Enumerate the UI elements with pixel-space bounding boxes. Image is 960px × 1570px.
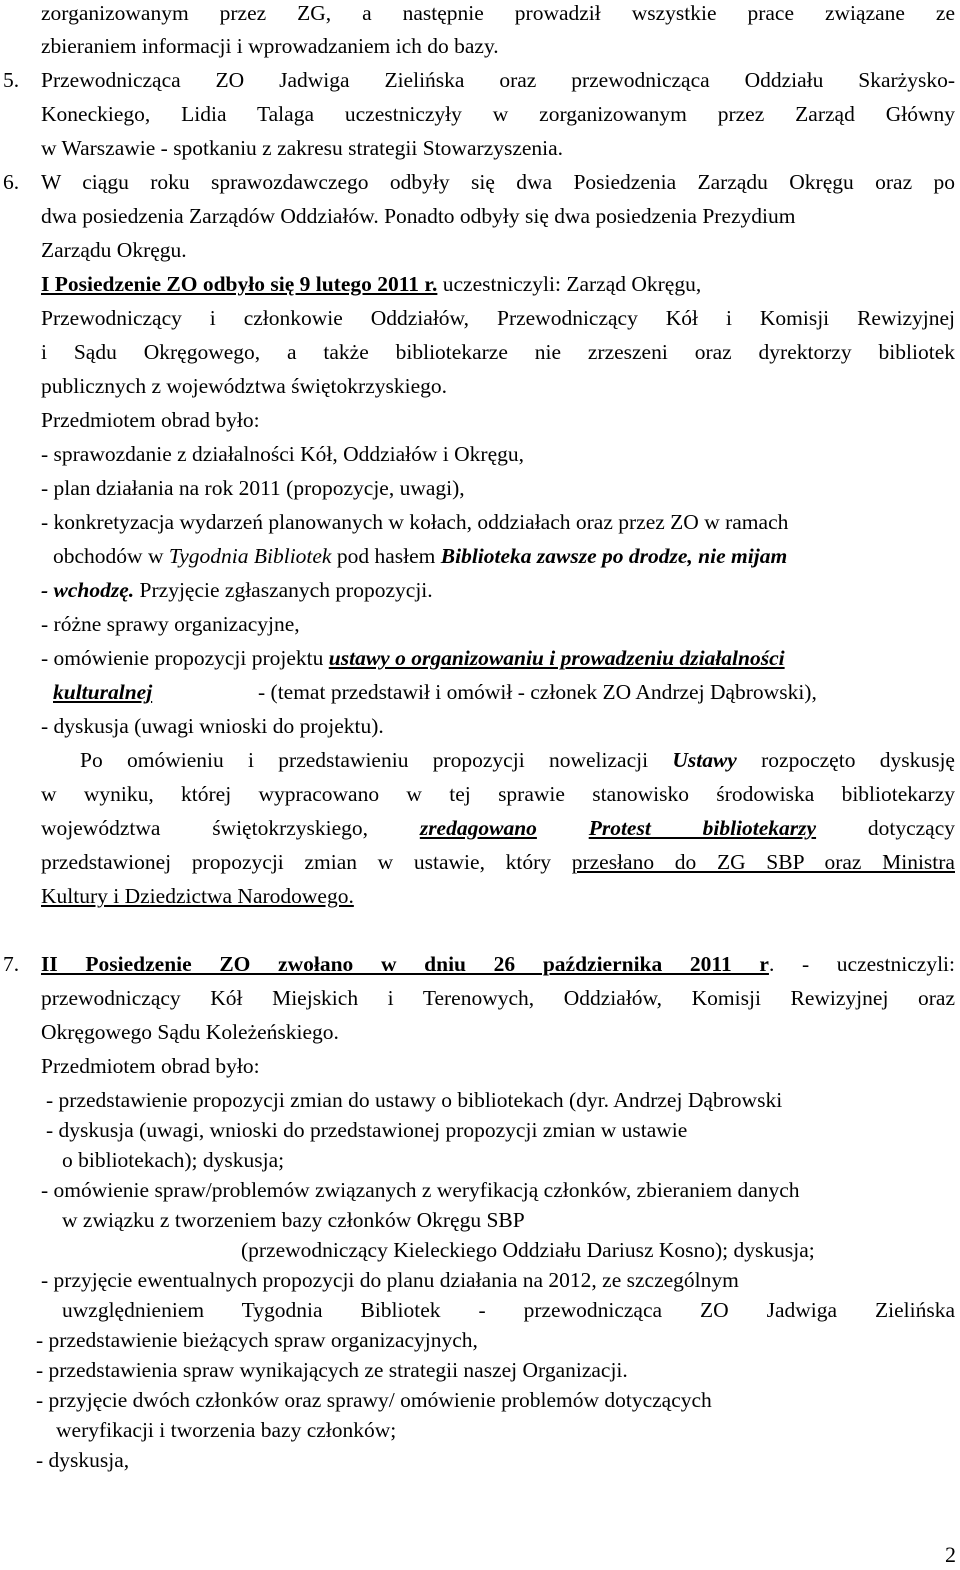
text-run: Po omówieniu i przedstawieniu propozycji nowelizacji <box>80 748 673 772</box>
paragraph-line: publicznych z województwa świętokrzyskiego. <box>41 374 447 398</box>
agenda-item-continued: weryfikacji i tworzenia bazy członków; <box>56 1418 397 1442</box>
text-run: pod hasłem <box>331 544 441 568</box>
agenda-item: - przedstawienie bieżących spraw organizacyjnych, <box>36 1328 478 1352</box>
agenda-item: - omówienie spraw/problemów związanych z weryfikacją członków, zbieraniem danych <box>41 1178 800 1202</box>
agenda-item: - przedstawienia spraw wynikających ze strategii naszej Organizacji. <box>36 1358 628 1382</box>
week-of-libraries: Tygodnia Bibliotek <box>168 544 332 568</box>
agenda-item-continued <box>53 546 787 568</box>
agenda-item: - sprawozdanie z działalności Kół, Oddziałów i Okręgu, <box>41 442 524 466</box>
paragraph-line: Przewodnicząca ZO Jadwiga Zielińska oraz przewodnicząca Oddziału Skarżysko- <box>41 68 955 92</box>
agenda-item <box>41 648 785 670</box>
agenda-item-continued: (przewodniczący Kieleckiego Oddziału Dariusz Kosno); dyskusja; <box>241 1238 815 1262</box>
paragraph-line: przewodniczący Kół Miejskich i Terenowych, Oddziałów, Komisji Rewizyjnej oraz <box>41 986 955 1010</box>
paragraph-line: Przewodniczący i członkowie Oddziałów, Przewodniczący Kół i Komisji Rewizyjnej <box>41 306 955 330</box>
agenda-item: - konkretyzacja wydarzeń planowanych w kołach, oddziałach oraz przez ZO w ramach <box>41 510 789 534</box>
recipients-end: Kultury i Dziedzictwa Narodowego. <box>41 884 354 908</box>
campaign-slogan: Biblioteka zawsze po drodze, nie mijam <box>440 544 788 568</box>
agenda-item: - przedstawienie propozycji zmian do ustawy o bibliotekach (dyr. Andrzej Dąbrowski <box>46 1088 783 1112</box>
agenda-item: - przyjęcie dwóch członków oraz sprawy/ omówienie problemów dotyczących <box>36 1388 712 1412</box>
agenda-label: Przedmiotem obrad było: <box>41 408 260 432</box>
meeting-2-participants: . - uczestniczyli: <box>768 952 955 976</box>
meeting-1-participants: uczestniczyli: Zarząd Okręgu, <box>437 272 702 296</box>
agenda-item-continued: o bibliotekach); dyskusja; <box>62 1148 285 1172</box>
edited-word: zredagowano <box>419 816 537 840</box>
meeting-1-line <box>41 274 701 296</box>
campaign-slogan-end: - wchodzę. <box>41 578 135 602</box>
paragraph-line: Zarządu Okręgu. <box>41 238 187 262</box>
conclusion-line <box>80 750 955 772</box>
text-run: przedstawionej propozycji zmian w ustawie, który <box>41 850 572 874</box>
paragraph-line: w Warszawie - spotkaniu z zakresu strategii Stowarzyszenia. <box>41 136 564 160</box>
agenda-item-continued <box>41 580 433 602</box>
conclusion-line: w wyniku, której wypracowano w tej sprawie stanowisko środowiska bibliotekarzy <box>41 782 955 806</box>
paragraph-line: Okręgowego Sądu Koleżeńskiego. <box>41 1020 339 1044</box>
conclusion-line <box>41 818 955 840</box>
law-word: Ustawy <box>672 748 737 772</box>
text-run: dotyczący <box>816 816 955 840</box>
paragraph-line: zorganizowanym przez ZG, a następnie prowadził wszystkie prace związane ze <box>41 1 955 25</box>
text-run: obchodów w <box>53 544 169 568</box>
agenda-item-continued: - (temat przedstawił i omówił - członek ZO Andrzej Dąbrowski), <box>258 680 817 704</box>
conclusion-line <box>41 852 955 874</box>
agenda-item: - przyjęcie ewentualnych propozycji do planu działania na 2012, ze szczególnym <box>41 1268 739 1292</box>
paragraph-line: W ciągu roku sprawozdawczego odbyły się dwa Posiedzenia Zarządu Okręgu oraz po <box>41 170 955 194</box>
protest-title: Protest bibliotekarzy <box>588 816 817 840</box>
agenda-item: - plan działania na rok 2011 (propozycje, uwagi), <box>41 476 465 500</box>
recipients: przesłano do ZG SBP oraz Ministra <box>571 850 955 874</box>
page-number: 2 <box>945 1542 956 1567</box>
law-project-title-end: kulturalnej <box>53 680 153 704</box>
law-project-title: ustawy o organizowaniu i prowadzeniu działalności <box>328 646 785 670</box>
agenda-item: - dyskusja, <box>36 1448 130 1472</box>
meeting-1-title: I Posiedzenie ZO odbyło się 9 lutego 2011 r. <box>41 272 438 296</box>
text-run: Przyjęcie zgłaszanych propozycji. <box>134 578 433 602</box>
agenda-label: Przedmiotem obrad było: <box>41 1054 260 1078</box>
paragraph-line: dwa posiedzenia Zarządów Oddziałów. Ponadto odbyły się dwa posiedzenia Prezydium <box>41 204 796 228</box>
list-number: 5. <box>3 68 20 92</box>
text-run: województwa świętokrzyskiego, <box>41 816 420 840</box>
meeting-2-line <box>41 954 955 976</box>
agenda-item: - dyskusja (uwagi, wnioski do przedstawionej propozycji zmian w ustawie <box>46 1118 688 1142</box>
text-run: rozpoczęto dyskusję <box>736 748 955 772</box>
list-number: 7. <box>3 952 20 976</box>
agenda-item-continued: uwzględnieniem Tygodnia Bibliotek - przewodnicząca ZO Jadwiga Zielińska <box>62 1298 955 1322</box>
list-number: 6. <box>3 170 20 194</box>
paragraph-line: Koneckiego, Lidia Talaga uczestniczyły w zorganizowanym przez Zarząd Główny <box>41 102 955 126</box>
paragraph-line: i Sądu Okręgowego, a także bibliotekarze nie zrzeszeni oraz dyrektorzy bibliotek <box>41 340 955 364</box>
agenda-item: - różne sprawy organizacyjne, <box>41 612 300 636</box>
meeting-2-title: II Posiedzenie ZO zwołano w dniu 26 października 2011 r <box>41 952 769 976</box>
text-run: - omówienie propozycji projektu <box>41 646 329 670</box>
agenda-item: - dyskusja (uwagi wnioski do projektu). <box>41 714 384 738</box>
paragraph-line: zbieraniem informacji i wprowadzaniem ich do bazy. <box>41 34 499 58</box>
agenda-item-continued: w związku z tworzeniem bazy członków Okręgu SBP <box>62 1208 525 1232</box>
text-run <box>537 816 589 840</box>
